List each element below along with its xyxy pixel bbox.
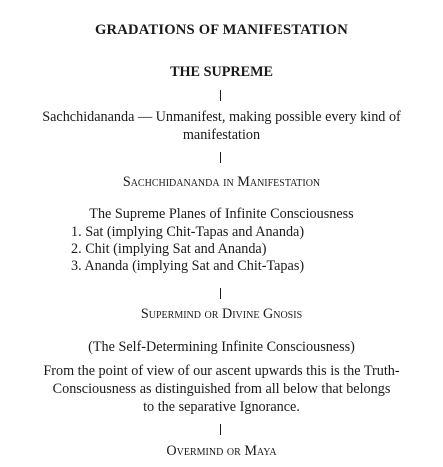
connector-line bbox=[220, 152, 221, 163]
manifestation-heading: Sachchidananda in Manifestation bbox=[122, 174, 321, 190]
supermind-description: From the point of view of our ascent upwards this is the Truth- bbox=[43, 363, 400, 379]
sachchidananda-text-continued: manifestation bbox=[182, 127, 261, 143]
sachchidananda-text: Sachchidananda — Unmanifest, making possible every kind of bbox=[42, 109, 401, 125]
list-item: 2. Chit (implying Sat and Ananda) bbox=[71, 241, 267, 257]
supermind-heading: Supermind or Divine Gnosis bbox=[140, 306, 303, 322]
supreme-heading: THE SUPREME bbox=[170, 64, 273, 80]
list-item: 1. Sat (implying Chit-Tapas and Ananda) bbox=[71, 224, 305, 240]
connector-line bbox=[220, 288, 221, 299]
connector-line bbox=[220, 424, 221, 435]
supermind-description-end: to the separative Ignorance. bbox=[143, 399, 300, 415]
list-item: 3. Ananda (implying Sat and Chit-Tapas) bbox=[71, 258, 305, 274]
overmind-heading: Overmind or Maya bbox=[166, 443, 277, 459]
document-heading: GRADATIONS OF MANIFESTATION bbox=[95, 22, 348, 38]
supermind-subtitle: (The Self-Determining Infinite Consciousness) bbox=[88, 339, 355, 355]
supermind-description-continued: Consciousness as distinguished from all below that belongs bbox=[52, 381, 391, 397]
connector-line bbox=[220, 90, 221, 101]
planes-title: The Supreme Planes of Infinite Consciousness bbox=[89, 206, 354, 222]
planes-list bbox=[71, 224, 411, 275]
